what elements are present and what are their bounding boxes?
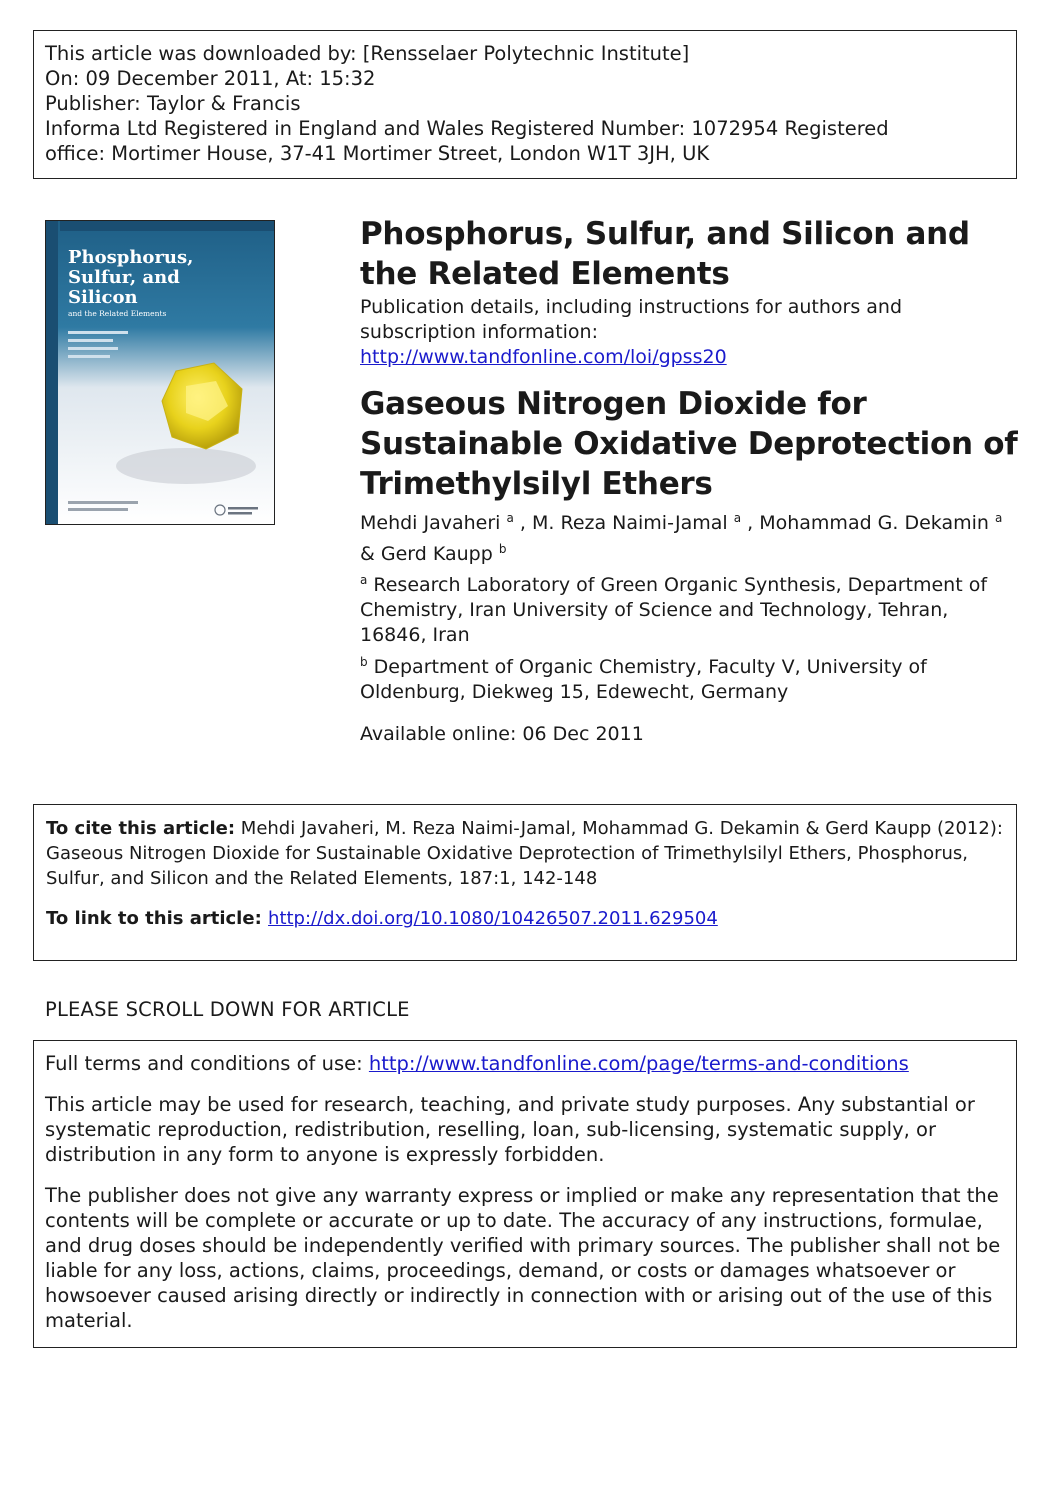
author-name: M. Reza Naimi-Jamal bbox=[532, 512, 728, 534]
author-separator: , bbox=[741, 512, 760, 534]
download-line-5: office: Mortimer House, 37-41 Mortimer Street, London W1T 3JH, UK bbox=[45, 142, 710, 165]
terms-label: Full terms and conditions of use: bbox=[45, 1052, 369, 1075]
download-info-box bbox=[33, 30, 1017, 179]
article-link-label: To link to this article: bbox=[46, 908, 269, 929]
cover-illustration bbox=[46, 221, 274, 524]
terms-line bbox=[45, 1051, 1005, 1076]
citation-text bbox=[46, 816, 1004, 891]
publication-details-text: Publication details, including instructions for authors and subscription information: bbox=[360, 296, 903, 343]
download-line-3: Publisher: Taylor & Francis bbox=[45, 92, 301, 115]
affiliation-mark: a bbox=[733, 511, 742, 525]
author-list bbox=[360, 508, 1020, 570]
available-online-date: Available online: 06 Dec 2011 bbox=[360, 723, 644, 745]
doi-link[interactable]: http://dx.doi.org/10.1080/10426507.2011.629504 bbox=[268, 908, 718, 929]
terms-paragraph-1: This article may be used for research, teaching, and private study purposes. Any substantial or systematic reproduction, redistribution, reselling, loan, sub-licensing, systematic supply, or distribution in any form to anyone is expressly forbidden. bbox=[45, 1093, 975, 1166]
author-name: Mohammad G. Dekamin bbox=[759, 512, 989, 534]
journal-cover-image bbox=[45, 220, 275, 525]
journal-title: Phosphorus, Sulfur, and Silicon and the Related Elements bbox=[360, 216, 970, 292]
article-link-line bbox=[46, 906, 1004, 931]
download-line-2: On: 09 December 2011, At: 15:32 bbox=[45, 67, 376, 90]
cover-title-line-1: Phosphorus, bbox=[68, 247, 194, 268]
citation-label: To cite this article: bbox=[46, 818, 236, 839]
citation-box bbox=[33, 804, 1017, 961]
article-title: Gaseous Nitrogen Dioxide for Sustainable Oxidative Deprotection of Trimethylsilyl Ethers bbox=[360, 386, 1018, 502]
publication-details bbox=[360, 295, 1020, 370]
affiliation-a-mark: a bbox=[360, 573, 368, 587]
affiliation-a bbox=[360, 573, 1020, 648]
affiliation-mark: b bbox=[498, 542, 507, 556]
scroll-down-note: PLEASE SCROLL DOWN FOR ARTICLE bbox=[45, 998, 410, 1021]
affiliation-mark: a bbox=[995, 511, 1003, 525]
citation-body: Mehdi Javaheri, M. Reza Naimi-Jamal, Mohammad G. Dekamin & Gerd Kaupp (2012): Gaseous Nitrogen Dioxide for Sustainable Oxidative Deprotection of Trimethylsilyl Ethers, Phosphorus, Sulfur, and Silicon and the Related Elements, 187:1, 142-148 bbox=[46, 818, 1003, 889]
affiliation-mark: a bbox=[506, 511, 514, 525]
author-separator: , bbox=[513, 512, 532, 534]
terms-box bbox=[33, 1040, 1017, 1348]
download-line-4: Informa Ltd Registered in England and Wales Registered Number: 1072954 Registered bbox=[45, 117, 889, 140]
journal-url-link[interactable]: http://www.tandfonline.com/loi/gpss20 bbox=[360, 346, 727, 368]
author-name: & Gerd Kaupp bbox=[360, 543, 493, 565]
cover-title-line-2: Sulfur, and bbox=[68, 267, 180, 288]
terms-link[interactable]: http://www.tandfonline.com/page/terms-and-conditions bbox=[368, 1052, 909, 1075]
terms-paragraph-2: The publisher does not give any warranty express or implied or make any representation that the contents will be complete or accurate or up to date. The accuracy of any instructions, formulae, and drug doses should be independently verified with primary sources. The publisher shall not be liable for any loss, actions, claims, proceedings, demand, or costs or damages whatsoever or howsoever caused arising directly or indirectly in connection with or arising out of the use of this material. bbox=[45, 1184, 1001, 1332]
affiliation-b-text: Department of Organic Chemistry, Faculty V, University of Oldenburg, Diekweg 15, Edewecht, Germany bbox=[360, 656, 927, 703]
cover-title-line-3: Silicon bbox=[68, 287, 138, 308]
author-name: Mehdi Javaheri bbox=[360, 512, 501, 534]
affiliation-a-text: Research Laboratory of Green Organic Synthesis, Department of Chemistry, Iran University of Science and Technology, Tehran, 16846, Iran bbox=[360, 574, 988, 646]
affiliation-b-mark: b bbox=[360, 655, 368, 669]
download-line-1: This article was downloaded by: [Rensselaer Polytechnic Institute] bbox=[45, 42, 690, 65]
affiliation-b bbox=[360, 655, 1020, 705]
cover-subtitle: and the Related Elements bbox=[68, 309, 167, 318]
